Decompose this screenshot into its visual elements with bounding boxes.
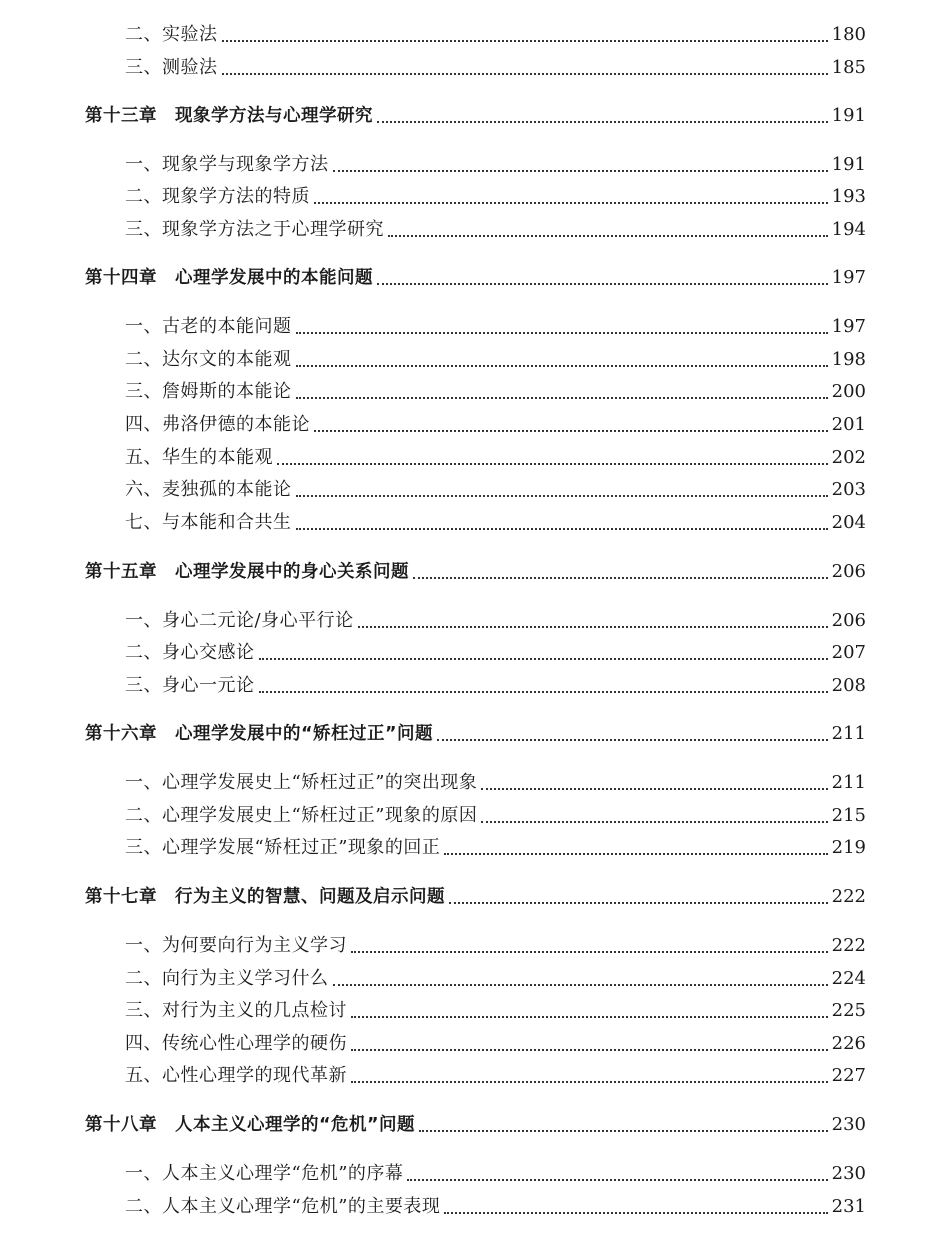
section-title: 四、传统心性心理学的硬伤	[125, 1033, 347, 1054]
toc-section-entry	[0, 964, 946, 994]
page-number: 226	[831, 1033, 866, 1054]
section-title: 三、心理学发展“矫枉过正”现象的回正	[125, 837, 441, 858]
page-number: 224	[831, 968, 866, 989]
chapter-title: 第十七章 行为主义的智慧、问题及启示问题	[85, 887, 445, 907]
section-title: 一、古老的本能问题	[125, 316, 292, 337]
toc-section-entry	[0, 801, 946, 831]
dot-leader	[333, 984, 828, 986]
page-number: 222	[831, 935, 866, 956]
page-number: 193	[831, 186, 866, 207]
toc-section-entry	[0, 150, 946, 180]
dot-leader	[222, 73, 828, 75]
page-number: 198	[831, 349, 866, 370]
dot-leader	[333, 170, 828, 172]
toc-section-entry	[0, 443, 946, 473]
section-title: 六、麦独孤的本能论	[125, 479, 292, 500]
page-number: 202	[831, 447, 866, 468]
dot-leader	[449, 902, 828, 904]
section-title: 七、与本能和合共生	[125, 512, 292, 533]
dot-leader	[351, 1016, 828, 1018]
toc-section-entry	[0, 410, 946, 440]
dot-leader	[413, 577, 828, 579]
dot-leader	[296, 528, 828, 530]
toc-section-entry	[0, 606, 946, 636]
page-number: 231	[831, 1196, 866, 1217]
section-title: 三、身心一元论	[125, 675, 255, 696]
dot-leader	[277, 463, 828, 465]
section-title: 二、心理学发展史上“矫枉过正”现象的原因	[125, 805, 478, 826]
dot-leader	[481, 821, 828, 823]
page-number: 208	[831, 675, 866, 696]
section-title: 三、现象学方法之于心理学研究	[125, 219, 384, 240]
page-number: 222	[831, 886, 866, 907]
page-number: 227	[831, 1065, 866, 1086]
page-number: 219	[831, 837, 866, 858]
section-title: 二、实验法	[125, 24, 218, 45]
dot-leader	[314, 202, 828, 204]
page-number: 206	[831, 610, 866, 631]
page-number: 230	[831, 1114, 866, 1135]
dot-leader	[259, 691, 828, 693]
page-number: 197	[831, 316, 866, 337]
toc-section-entry	[0, 1029, 946, 1059]
dot-leader	[377, 121, 828, 123]
section-title: 一、心理学发展史上“矫枉过正”的突出现象	[125, 772, 478, 793]
toc-section-entry	[0, 1192, 946, 1222]
dot-leader	[388, 235, 828, 237]
dot-leader	[222, 40, 828, 42]
dot-leader	[351, 1081, 828, 1083]
toc-chapter-entry	[0, 882, 946, 912]
section-title: 二、人本主义心理学“危机”的主要表现	[125, 1196, 441, 1217]
toc-chapter-entry	[0, 263, 946, 293]
page-number: 201	[831, 414, 866, 435]
section-title: 三、测验法	[125, 57, 218, 78]
dot-leader	[259, 658, 828, 660]
chapter-title: 第十四章 心理学发展中的本能问题	[85, 268, 373, 288]
toc-section-entry	[0, 20, 946, 50]
dot-leader	[407, 1179, 828, 1181]
chapter-title: 第十六章 心理学发展中的“矫枉过正”问题	[85, 724, 434, 744]
section-title: 三、詹姆斯的本能论	[125, 381, 292, 402]
page-number: 225	[831, 1000, 866, 1021]
dot-leader	[296, 332, 828, 334]
section-title: 四、弗洛伊德的本能论	[125, 414, 310, 435]
section-title: 一、人本主义心理学“危机”的序幕	[125, 1163, 404, 1184]
toc-section-entry	[0, 1159, 946, 1189]
toc-section-entry	[0, 53, 946, 83]
dot-leader	[296, 495, 828, 497]
page-number: 197	[831, 267, 866, 288]
toc-section-entry	[0, 215, 946, 245]
toc-section-entry	[0, 345, 946, 375]
dot-leader	[358, 626, 828, 628]
toc-section-entry	[0, 671, 946, 701]
toc-section-entry	[0, 931, 946, 961]
section-title: 二、身心交感论	[125, 642, 255, 663]
page-number: 200	[831, 381, 866, 402]
section-title: 一、为何要向行为主义学习	[125, 935, 347, 956]
page-number: 194	[831, 219, 866, 240]
section-title: 二、向行为主义学习什么	[125, 968, 329, 989]
page-number: 206	[831, 561, 866, 582]
toc-chapter-entry	[0, 557, 946, 587]
page-number: 203	[831, 479, 866, 500]
section-title: 一、现象学与现象学方法	[125, 154, 329, 175]
page-number: 185	[831, 57, 866, 78]
toc-chapter-entry	[0, 1110, 946, 1140]
chapter-title: 第十三章 现象学方法与心理学研究	[85, 106, 373, 126]
toc-section-entry	[0, 768, 946, 798]
toc-chapter-entry	[0, 719, 946, 749]
page-number: 207	[831, 642, 866, 663]
toc-section-entry	[0, 833, 946, 863]
toc-section-entry	[0, 508, 946, 538]
dot-leader	[419, 1130, 828, 1132]
chapter-title: 第十五章 心理学发展中的身心关系问题	[85, 562, 409, 582]
section-title: 二、达尔文的本能观	[125, 349, 292, 370]
page-number: 230	[831, 1163, 866, 1184]
section-title: 五、心性心理学的现代革新	[125, 1065, 347, 1086]
page-number: 215	[831, 805, 866, 826]
toc-chapter-entry	[0, 101, 946, 131]
dot-leader	[314, 430, 828, 432]
toc-section-entry	[0, 182, 946, 212]
toc-section-entry	[0, 312, 946, 342]
chapter-title: 第十八章 人本主义心理学的“危机”问题	[85, 1115, 416, 1135]
page-number: 191	[831, 154, 866, 175]
page-number: 191	[831, 105, 866, 126]
dot-leader	[296, 397, 828, 399]
dot-leader	[351, 1049, 828, 1051]
section-title: 三、对行为主义的几点检讨	[125, 1000, 347, 1021]
toc-section-entry	[0, 377, 946, 407]
page-number: 211	[831, 723, 866, 744]
dot-leader	[351, 951, 828, 953]
dot-leader	[481, 788, 828, 790]
page-number: 180	[831, 24, 866, 45]
section-title: 一、身心二元论/身心平行论	[125, 610, 354, 631]
page-number: 204	[831, 512, 866, 533]
toc-section-entry	[0, 1061, 946, 1091]
dot-leader	[377, 283, 828, 285]
dot-leader	[444, 1212, 828, 1214]
dot-leader	[296, 365, 828, 367]
section-title: 五、华生的本能观	[125, 447, 273, 468]
dot-leader	[444, 853, 828, 855]
toc-section-entry	[0, 475, 946, 505]
section-title: 二、现象学方法的特质	[125, 186, 310, 207]
dot-leader	[437, 739, 828, 741]
page-number: 211	[831, 772, 866, 793]
toc-section-entry	[0, 996, 946, 1026]
toc-section-entry	[0, 638, 946, 668]
